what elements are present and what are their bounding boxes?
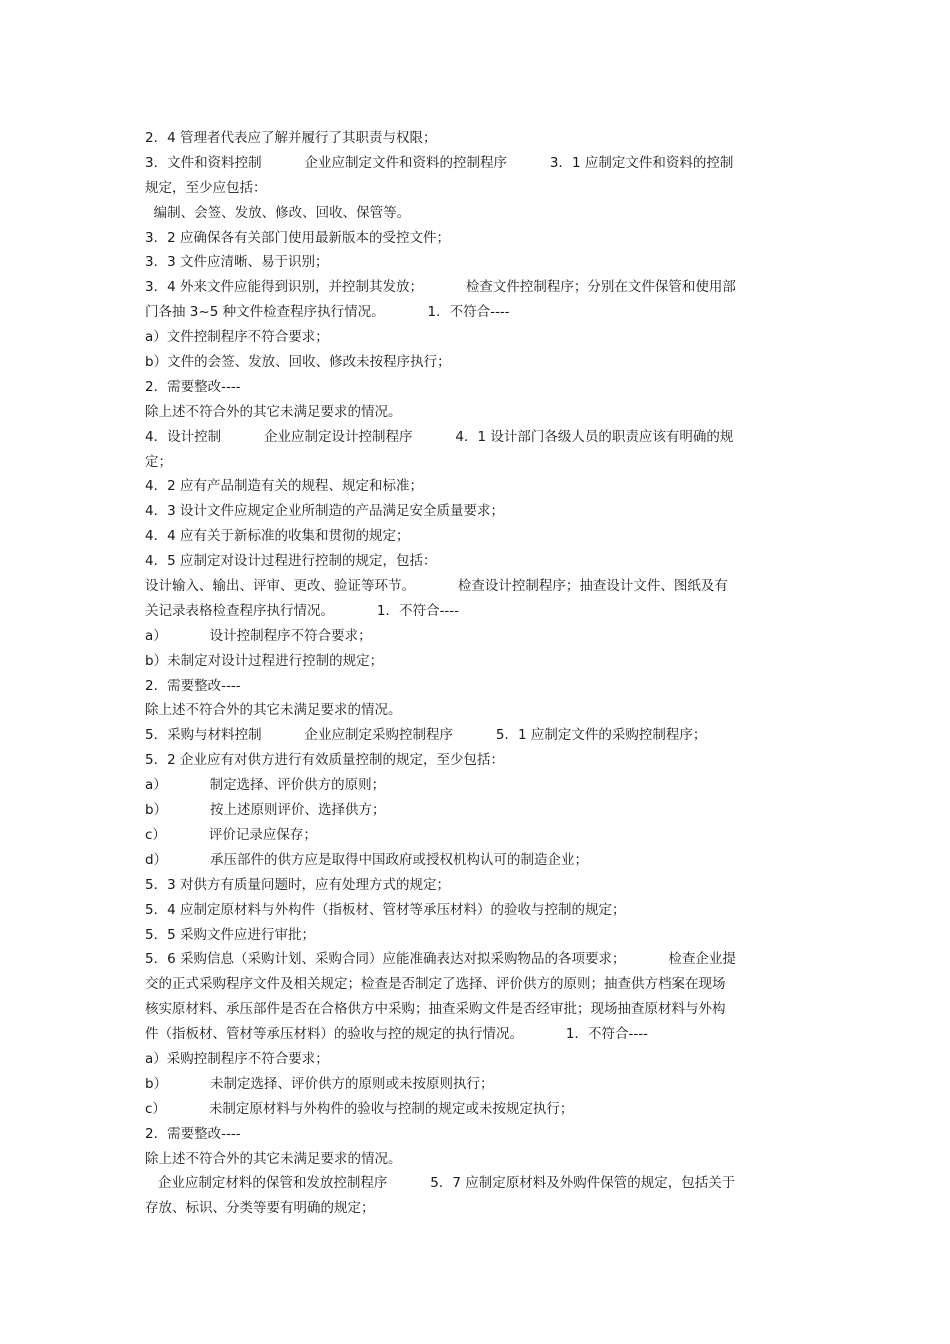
text-line: 3．文件和资料控制 企业应制定文件和资料的控制程序 3．1 应制定文件和资料的控制	[145, 154, 734, 171]
text-line: 5．2 企业应有对供方进行有效质量控制的规定，至少包括：	[145, 752, 504, 769]
text-line: 2．需要整改----	[145, 677, 241, 694]
text-line: 5．采购与材料控制 企业应制定采购控制程序 5．1 应制定文件的采购控制程序；	[145, 727, 707, 744]
text-line: 企业应制定材料的保管和发放控制程序 5．7 应制定原材料及外购件保管的规定，包括关于	[145, 1175, 736, 1192]
text-line: a） 设计控制程序不符合要求；	[145, 627, 372, 644]
text-line: 2．需要整改----	[145, 378, 241, 395]
text-line: 3．3 文件应清晰、易于识别；	[145, 254, 329, 271]
text-line: 4．4 应有关于新标准的收集和贯彻的规定；	[145, 528, 410, 545]
text-line: a）文件控制程序不符合要求；	[145, 329, 329, 346]
text-line: b） 未制定选择、评价供方的原则或未按原则执行；	[145, 1075, 494, 1092]
text-line: 编制、会签、发放、修改、回收、保管等。	[145, 204, 411, 221]
text-line: a） 制定选择、评价供方的原则；	[145, 777, 386, 794]
text-line: 4．设计控制 企业应制定设计控制程序 4．1 设计部门各级人员的职责应该有明确的规	[145, 428, 734, 445]
text-line: 4．3 设计文件应规定企业所制造的产品满足安全质量要求；	[145, 503, 504, 520]
text-line: 2．需要整改----	[145, 1125, 241, 1142]
text-line: 除上述不符合外的其它未满足要求的情况。	[145, 1150, 402, 1167]
text-line: b） 按上述原则评价、选择供方；	[145, 802, 386, 819]
text-line: 3．2 应确保各有关部门使用最新版本的受控文件；	[145, 229, 450, 246]
text-line: 5．3 对供方有质量问题时，应有处理方式的规定；	[145, 876, 450, 893]
text-line: 除上述不符合外的其它未满足要求的情况。	[145, 702, 402, 719]
text-line: 存放、标识、分类等要有明确的规定；	[145, 1200, 375, 1217]
text-line: 件（指板材、管材等承压材料）的验收与控的规定的执行情况。 1．不符合----	[145, 1026, 648, 1043]
text-line: b）未制定对设计过程进行控制的规定；	[145, 652, 384, 669]
text-line: 5．4 应制定原材料与外构件（指板材、管材等承压材料）的验收与控制的规定；	[145, 901, 626, 918]
text-line: 核实原材料、承压部件是否在合格供方中采购；抽查采购文件是否经审批；现场抽查原材料与外构	[145, 1001, 726, 1018]
text-line: 交的正式采购程序文件及相关规定；检查是否制定了选择、评价供方的原则；抽查供方档案在现场	[145, 976, 726, 993]
text-line: a）采购控制程序不符合要求；	[145, 1050, 329, 1067]
text-line: c） 评价记录应保存；	[145, 826, 317, 843]
text-line: 定；	[145, 453, 172, 470]
text-line: 规定，至少应包括：	[145, 179, 267, 196]
text-line: 5．6 采购信息（采购计划、采购合同）应能准确表达对拟采购物品的各项要求； 检查企业提	[145, 951, 736, 968]
text-line: b）文件的会签、发放、回收、修改未按程序执行；	[145, 354, 451, 371]
text-line: 关记录表格检查程序执行情况。 1．不符合----	[145, 602, 459, 619]
text-line: 3．4 外来文件应能得到识别，并控制其发放； 检查文件控制程序；分别在文件保管和使用部	[145, 279, 736, 296]
text-line: 2．4 管理者代表应了解并履行了其职责与权限；	[145, 130, 437, 146]
text-line: 设计输入、输出、评审、更改、验证等环节。 检查设计控制程序；抽查设计文件、图纸及有	[145, 578, 728, 595]
text-line: 门各抽 3~5 种文件检查程序执行情况。 1．不符合----	[145, 304, 510, 321]
text-line: 除上述不符合外的其它未满足要求的情况。	[145, 403, 402, 420]
text-line: d） 承压部件的供方应是取得中国政府或授权机构认可的制造企业；	[145, 851, 588, 868]
text-line: 4．5 应制定对设计过程进行控制的规定，包括：	[145, 553, 437, 570]
document-body	[145, 126, 810, 1221]
text-line: 5．5 采购文件应进行审批；	[145, 926, 315, 943]
text-line: 4．2 应有产品制造有关的规程、规定和标准；	[145, 478, 423, 495]
text-line: c） 未制定原材料与外构件的验收与控制的规定或未按规定执行；	[145, 1100, 574, 1117]
